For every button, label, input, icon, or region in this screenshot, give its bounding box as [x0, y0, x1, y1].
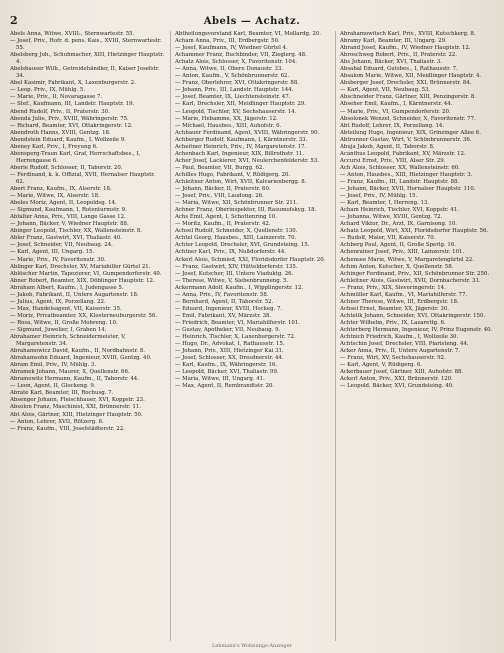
directory-entry: Abs Johann, Bäcker, XVI, Thaliastr. 3.: [340, 59, 443, 66]
directory-entry: — Karl, Agent, III, Ungarg. 15.: [10, 249, 95, 256]
directory-entry: Acham Heinrich, Tischler, XVI, Koppstr. 41.: [340, 207, 459, 214]
directory-entry: Achtel Georg, Hausbes., XIII, Lainzerstr. 70.: [175, 235, 297, 242]
directory-entry: Achmüller Karl, Kaufm., VI, Mariahilferstr. 77.: [340, 291, 468, 298]
directory-entry: — Julius, Agent, IX, Porzellang. 22.: [10, 298, 106, 305]
directory-entry: Abrand Josef, Kaufm., IV, Wiedner Hauptstr. 12.: [340, 45, 471, 52]
directory-entry: Acham Anna, Priv., III, Erdbergstr. 50.: [175, 38, 280, 45]
directory-entry: — Karl, Agent, VII, Neubaug. 53.: [340, 87, 431, 94]
directory-entry: — Johann, Bäcker, V, Wiedner Hauptstr. 88.: [10, 221, 129, 228]
directory-entry: — Marie, Hebamme, XX, Jägerstr. 12.: [175, 115, 278, 122]
directory-entry: — Franz, Wirt, XV, Sechshauserstr. 92.: [340, 355, 446, 362]
directory-entry: Achner Franz, Oberinspektor, III, Rasumofskyg. 18.: [175, 207, 317, 214]
directory-entry: — Johann, Bäcker, XVII, Hernalser Hauptstr. 110.: [340, 186, 476, 193]
directory-entry: — Karl, Beamter, I, Herreng. 13.: [340, 200, 430, 207]
directory-entry: Abert Franz, Kaufm., IX, Alserstr. 18.: [10, 186, 112, 193]
directory-entry: Absabal Eduard, Gutsbes., I, Rathausstr. 7.: [340, 66, 458, 73]
directory-entry: Abend Rudolf, Priv., II, Praterstr. 30.: [10, 108, 110, 115]
directory-columns: [10, 31, 494, 641]
page-footer: Lehmann's Wohnungs-Anzeiger: [212, 643, 292, 649]
directory-entry: Abroschweg Robert, Priv., II, Praterstr. 22.: [340, 52, 457, 59]
directory-entry: Achtnich Friedrich, Kaufm., I, Wollzeile 30.: [340, 334, 459, 341]
directory-entry: — Leopold, Bäcker, XVI, Grundsteing. 40.: [340, 383, 454, 390]
directory-entry: Abfalter Anna, Priv., VIII, Lange Gasse 12.: [10, 214, 126, 221]
directory-entry: — Franz, Oberlehrer, XVI, Ottakringerstr. 88.: [175, 80, 300, 87]
directory-entry: — Rudolf, Maler, VII, Kaiserstr. 70.: [340, 235, 436, 242]
directory-entry: Achensee Marie, Witwe, V, Margaretengürtel 22.: [340, 256, 474, 263]
column-left: [10, 31, 164, 641]
directory-entry: Abrahamer Heinrich, Schneidermeister, V, Margaretenstr. 34.: [10, 334, 126, 348]
directory-entry: Ach Alois, Schlosser, XX, Wallensteinstr. 60.: [340, 164, 460, 171]
directory-entry: Achenbach Karl, Ingenieur, XIX, Billrothstr. 11.: [175, 150, 305, 157]
directory-entry: Abendstein Eduard, Kaufm., I, Wollzeile 9.: [10, 136, 126, 143]
directory-entry: Accursi Ernst, Priv., VIII, Alser Str. 29.: [340, 157, 446, 164]
directory-entry: — Maria, Witwe, III, Ungarg. 41.: [175, 376, 265, 383]
directory-entry: Achtelik Johann, Schneider, XVI, Ottakringerstr. 150.: [340, 312, 486, 319]
directory-entry: — Friedrich, Beamter, VI, Mariahilferstr. 101.: [175, 319, 300, 326]
directory-entry: — Anna, Priv., IV, Favoritenstr. 58.: [175, 291, 269, 298]
directory-entry: Achilles Hugo, Fabrikant, V, Rüdigerg. 20.: [175, 171, 291, 178]
directory-entry: Acker Anna, Priv., II, Untere Augartenstr. 7.: [340, 348, 461, 355]
directory-entry: Achbauer Ferdinand, Agent, XVIII, Währingerstr. 90.: [175, 129, 320, 136]
directory-entry: — Stef., Kaufmann, III, Landstr. Hauptstr. 19.: [10, 101, 135, 108]
directory-entry: Achter Leopold, Drechsler, XVI, Grundsteing. 15.: [175, 242, 310, 249]
directory-entry: Achsel Rudolf, Schneider, X, Quellenstr. 130.: [175, 228, 298, 235]
directory-entry: — Paul, Beamter, VII, Burgg. 62.: [175, 164, 265, 171]
directory-entry: — Leopold, Tischler, XV, Sechshauserstr. 14.: [175, 108, 297, 115]
directory-entry: Abrate Karl, Beamter, III, Rochusg. 7.: [10, 390, 114, 397]
directory-entry: — Sigmund, Juwelier, I, Graben 14.: [10, 326, 107, 333]
directory-entry: — Moritz, Kaufm., II, Praterstr. 42.: [175, 221, 271, 228]
directory-entry: — Josef, Kutscher, III, Untere Viaduktg. 26.: [175, 270, 294, 277]
directory-entry: Abendroth Hanns, XVIII, Gentzg. 18.: [10, 129, 111, 136]
directory-entry: Achammer Franz, Buchbinder, VII, Zieglerg. 48.: [175, 52, 307, 59]
directory-entry: Abler Franz, Gastwirt, XVI, Thaliastr. 40.: [10, 235, 122, 242]
directory-entry: Achsel Ernst, Beamter, XX, Jägerstr. 30.: [340, 305, 449, 312]
directory-entry: Achberger Rudolf, Kaufmann, I, Kärntnerstr. 33.: [175, 136, 308, 143]
directory-entry: Abner Robert, Beamter, XIX, Döblinger Hauptstr. 12.: [10, 277, 155, 284]
directory-entry: — Max, Agent, II, Rembrandtstr. 20.: [175, 383, 275, 390]
directory-entry: Achterberg Hermann, Ingenieur, IV, Prinz Eugenstr. 40.: [340, 326, 493, 333]
directory-entry: Achatz Leopold, Wirt, XXI, Floridsdorfer Hauptstr. 56.: [340, 228, 489, 235]
directory-entry: — Josef, Schneider, VII, Neubaug. 24.: [10, 242, 113, 249]
directory-entry: Absolon Franz, Maschinist, XXI, Brünnerstr. 11.: [10, 404, 141, 411]
directory-entry: Absalom Marie, Witwe, XII, Meidlinger Hauptstr. 4.: [340, 73, 482, 80]
directory-entry: — Leopold, Bäcker, XVI, Thaliastr. 99.: [175, 369, 279, 376]
directory-entry: — Richard, Beamter, XVI, Ottakringerstr. 12.: [10, 122, 133, 129]
directory-entry: — Rosa, Witwe, II, Große Mohreng. 10.: [10, 319, 118, 326]
column-middle: [170, 31, 329, 641]
directory-entry: — Ferdinand, k. k. Offizial, XVII, Hernalser Hauptstr. 62.: [10, 171, 155, 185]
directory-entry: Ackerl Alois, Schmied, XXI, Floridsdorfer Hauptstr. 20.: [175, 256, 326, 263]
directory-entry: — Hugo, Dr., Advokat, I, Rathausstr. 15.: [175, 341, 285, 348]
directory-entry: Abtrunner Gustav, Wirt, V, Schönbrunnerstr. 36.: [340, 136, 472, 143]
directory-entry: Achleitner Anton, Wirt, XVII, Kalvarienbergg. 8.: [175, 178, 307, 185]
directory-entry: Abramowitz Hermann, Kaufm., II, Taborstr. 44.: [10, 376, 139, 383]
page-number: 2: [10, 14, 18, 27]
directory-entry: Abrahamowicz David, Kaufm., II, Nordbahnstr. 8.: [10, 348, 146, 355]
directory-entry: — Marie, Priv., VI, Gumpendorferstr. 20.: [340, 108, 451, 115]
directory-entry: — Josef, Priv., VIII, Laudong. 26.: [175, 193, 264, 200]
directory-entry: Acanthus Leopold, Fabrikant, XV, Märzstr. 12.: [340, 150, 466, 157]
directory-entry: — Josef, Beamter, IX, Liechtensteinstr. 47.: [175, 94, 291, 101]
directory-entry: Ablöscher Martin, Tapezierer, VI, Gumpendorferstr. 40.: [10, 270, 162, 277]
column-right: [335, 31, 494, 641]
directory-entry: — Leon, Agent, II, Glockeng. 9.: [10, 383, 96, 390]
directory-entry: Abraham Albert, Kaufm., I, Judengasse 5.: [10, 284, 124, 291]
directory-entry: Acheitner Heinrich, Priv., IV, Margaretenstr. 17.: [175, 143, 307, 150]
directory-entry: — Josef, Priv., Hofr. d. pens. Kais., XVIII, Sternwartestr. 55.: [10, 38, 162, 52]
directory-entry: Abelsberg Joh., Schuhmacher, XIII, Hietzinger Hauptstr. 4.: [10, 52, 164, 66]
directory-entry: Achtschin Josef, Drechsler, VIII, Piaristeng. 44.: [340, 341, 469, 348]
directory-entry: — Franz, Kaufm., VIII, Josefstädterstr. 22.: [10, 425, 125, 432]
directory-entry: — Johann, Priv., XIII, Hietzinger Kai 31.: [175, 348, 284, 355]
directory-entry: Abtheilungsvorstand Karl, Beamter, VI, Mollardg. 20.: [175, 31, 321, 37]
directory-entry: Achard Viktor, Dr., Arzt, IX, Garnisong. 10.: [340, 221, 457, 228]
directory-entry: Achter Wilhelm, Priv., IX, Lazarettg. 6.: [340, 319, 446, 326]
directory-entry: Achinger Ferdinand, Priv., XII, Schönbrunner Str. 250.: [340, 270, 490, 277]
directory-entry: — Karl, Agent, V, Rüdigerg. 6.: [340, 362, 422, 369]
directory-entry: Ackermann Adolf, Kaufm., I, Wipplingerstr. 12.: [175, 284, 304, 291]
directory-entry: Abel Kasimir, Fabrikant, X, Laxenburgerstr. 2.: [10, 80, 136, 87]
directory-entry: Aberle Rudolf, Schlosser, II, Taborstr. 20.: [10, 164, 123, 171]
page-header: [10, 14, 494, 28]
directory-entry: — Max, Handelsagent, VII, Kaiserstr. 35.: [10, 305, 122, 312]
directory-entry: — Anna, Witwe, II, Obere Donaustr. 33.: [175, 66, 284, 73]
directory-entry: Achberg Paul, Agent, II, Große Sperlg. 16.: [340, 242, 456, 249]
directory-entry: Ackerl Anton, Priv., XXI, Brünnerstr. 120.: [340, 376, 453, 383]
directory-entry: — Bernhard, Agent, II, Taborstr. 52.: [175, 298, 274, 305]
directory-entry: — Josef, Kaufmann, IV, Wiedner Gürtel 4.: [175, 45, 288, 52]
directory-entry: — Franz, Priv., XIX, Sieveringerstr. 14.: [340, 284, 446, 291]
directory-entry: Abseher Emil, Kaufm., I, Kärntnerstr. 44.: [340, 101, 453, 108]
directory-entry: Achtner Karl, Priv., IX, Nußdorferstr. 44.: [175, 249, 287, 256]
directory-entry: Abeles Moriz, Agent, II, Leopoldsg. 14.: [10, 200, 117, 207]
directory-entry: — Maria, Witwe, XII, Schönbrunner Str. 211.: [175, 200, 298, 207]
directory-entry: Abeney Karl, Priv., I, Freyung 6.: [10, 143, 98, 150]
directory-entry: Abt Alois, Gärtner, XIII, Hietzinger Hauptstr. 50.: [10, 411, 143, 418]
running-title: Abels — Achatz.: [203, 16, 301, 27]
directory-entry: Abramek Johann, Maurer, X, Quellenstr. 66.: [10, 369, 130, 376]
directory-entry: Abrahamsohn Eduard, Ingenieur, XVIII, Gentzg. 40.: [10, 355, 152, 362]
directory-entry: — Marie, Priv., II, Novaragasse 7.: [10, 94, 103, 101]
directory-entry: Ackerbauer Josef, Gärtner, XIII, Auhofstr. 88.: [340, 369, 464, 376]
directory-entry: — Johanna, Witwe, XVIII, Gentzg. 72.: [340, 214, 443, 221]
directory-entry: Achleitner Alois, Gastwirt, XVII, Dornbacherstr. 31.: [340, 277, 481, 284]
directory-entry: Acher Josef, Lackierer, XVI, Neulerchenfelderstr. 53.: [175, 157, 319, 164]
directory-entry: — Karl, Kaufm., IX, Währingerstr. 16.: [175, 362, 278, 369]
directory-entry: — Josef, Schlosser, XX, Dresdnerstr. 44.: [175, 355, 284, 362]
directory-entry: Abteilung Hugo, Ingenieur, XIX, Grinzinger Allee 6.: [340, 129, 481, 136]
directory-entry: Achenrainer Josef, Priv., XIII, Lainzerstr. 101.: [340, 249, 465, 256]
directory-entry: Achs Emil, Agent, I, Schottenring 10.: [175, 214, 277, 221]
directory-entry: — Heinrich, Tischler, X, Laxenburgerstr. 72.: [175, 334, 296, 341]
directory-entry: Abinger Leopold, Tischler, XX, Wallensteinstr. 8.: [10, 228, 142, 235]
directory-entry: Absberger Josef, Drechsler, XXI, Brünnerstr. 84.: [340, 80, 472, 87]
directory-entry: — Therese, Witwe, V, Siebenbrunneng. 5.: [175, 277, 289, 284]
directory-entry: — Michael, Hausbes., XIII, Auhofstr. 6.: [175, 122, 282, 129]
directory-entry: — Anton, Kaufm., V, Schönbrunnerstr. 62.: [175, 73, 290, 80]
directory-entry: — Josef, Priv., IV, Mühlg. 15.: [340, 193, 418, 200]
directory-entry: Abschneider Franz, Gärtner, XIII, Penzingerstr. 8.: [340, 94, 476, 101]
directory-entry: — Anton, Lehrer, XVII, Rötzerg. 6.: [10, 418, 104, 425]
directory-entry: — Eduard, Ingenieur, XVIII, Hockeg. 7.: [175, 305, 283, 312]
directory-entry: Abels Anna, Witwe, XVIII₁, Sternwartestr. 55.: [10, 31, 135, 37]
directory-entry: — Franz, Gastwirt, XIV, Hütteldorferstr. 135.: [175, 263, 298, 270]
directory-entry: Achim Anton, Kutscher, X, Quellenstr. 58.: [340, 263, 454, 270]
directory-entry: — Marie, Witwe, IX, Alserstr. 18.: [10, 193, 100, 200]
directory-entry: — Franz, Kaufm., III, Landstr. Hauptstr. 88.: [340, 178, 460, 185]
directory-entry: — Sigmund, Kaufmann, I, Rotenturmstr. 9.: [10, 207, 127, 214]
directory-entry: — Johann, Priv., III, Landstr. Hauptstr. 144.: [175, 87, 294, 94]
directory-entry: Abram Emil, Priv., IV, Mühlg. 3.: [10, 362, 97, 369]
directory-entry: Abuja Jakob, Agent, II, Taborstr. 8.: [340, 143, 435, 150]
directory-entry: Absenger Johann, Fleischhauer, XVI, Koppstr. 23.: [10, 397, 145, 404]
directory-entry: Abt Rudolf, Lehrer, IX, Porzellang. 14.: [340, 122, 445, 129]
directory-entry: Ablinger Karl, Drechsler, XV, Mariahilfer Gürtel 21.: [10, 263, 151, 270]
directory-entry: Achner Therese, Witwe, III, Erdbergstr. 18.: [340, 298, 459, 305]
directory-entry: — Johann, Bäcker, II, Praterstr. 60.: [175, 186, 271, 193]
directory-entry: — Jakob, Fabrikant, II, Untere Augartenstr. 18.: [10, 291, 139, 298]
directory-entry: — Gustav, Apotheker, VII, Neubaug. 9.: [175, 326, 281, 333]
directory-entry: — Anton, Hausbes., XIII, Hietzinger Hauptstr. 3.: [340, 171, 473, 178]
directory-entry: Achatz Alois, Schlosser, X, Favoritenstr. 104.: [175, 59, 298, 66]
directory-entry: Abelshauser Wilh., Getreidehändler, II, Kaiser Josefstr. 34.: [10, 66, 160, 80]
directory-entry: Abramy Karl, Beamter, III, Ungarg. 29.: [340, 38, 447, 45]
directory-entry: — Karl, Drechsler, XII, Meidlinger Hauptstr. 29.: [175, 101, 306, 108]
directory-entry: — Marie, Priv., IV, Favoritenstr. 30.: [10, 256, 106, 263]
directory-entry: — Leop. Priv., IX, Mühlg. 5.: [10, 87, 86, 94]
directory-entry: Abrahamowitsch Karl, Priv., XVIII, Kutschkerg. 8.: [340, 31, 476, 37]
directory-entry: Abenda Julie, Priv., XVIII, Währingerstr. 75.: [10, 115, 129, 122]
directory-entry: — Moriz, Privatbeamter, XX, Klosterneuburgerstr. 56.: [10, 312, 158, 319]
directory-entry: — Emil, Fabrikant, XV, Märzstr. 38.: [175, 312, 272, 319]
directory-entry: Absolonek Wenzel, Schneider, X, Favoritenstr. 77.: [340, 115, 476, 122]
directory-entry: Abensperg-Traun Karl, Graf, Herrschaftsbes., I, Herrengasse 6.: [10, 150, 141, 164]
